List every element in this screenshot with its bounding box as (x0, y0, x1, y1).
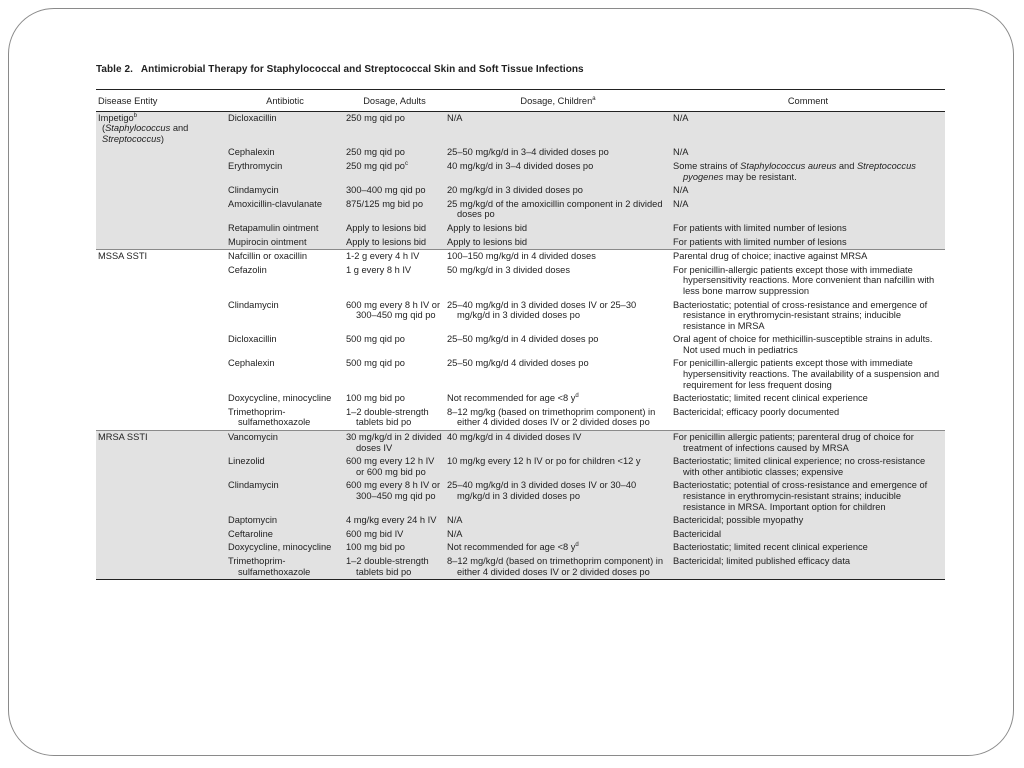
child-dosage: 25–50 mg/kg/d in 4 divided doses po (447, 334, 599, 345)
adult-dosage: Apply to lesions bid (346, 222, 427, 233)
adult-dosage-cell (344, 160, 445, 184)
adult-dosage: 1 g every 8 h IV (346, 264, 412, 275)
comment-cell (671, 514, 945, 528)
antibiotic-name: Doxycycline, minocycline (228, 542, 332, 553)
antibiotic-cell (226, 333, 344, 357)
disease-sup: b (133, 112, 138, 119)
adult-dosage: 600 mg bid IV (346, 528, 404, 539)
disease-cell (96, 222, 226, 236)
table-row (96, 160, 945, 184)
child-dosage-cell (445, 528, 671, 542)
child-dosage: 50 mg/kg/d in 3 divided doses (447, 264, 571, 275)
antibiotic-cell (226, 222, 344, 236)
adult-dosage: 1–2 double-strength tablets bid po (346, 555, 429, 577)
comment-cell (671, 431, 945, 456)
child-dosage-sup: d (575, 393, 579, 400)
comment-text: Bacteriostatic; limited clinical experience; no cross-resistance with other antibiotic classes; expensive (673, 456, 926, 477)
table-row (96, 392, 945, 406)
disease-name: Impetigo (98, 112, 134, 123)
table-row (96, 333, 945, 357)
disease-cell (96, 264, 226, 299)
table-row (96, 528, 945, 542)
disease-cell (96, 250, 226, 264)
comment-text: Some strains of Staphylococcus aureus and Streptococcus pyogenes may be resistant. (673, 160, 916, 182)
disease-cell (96, 455, 226, 479)
child-dosage: 100–150 mg/kg/d in 4 divided doses (447, 251, 596, 262)
comment-cell (671, 333, 945, 357)
antimicrobial-table (96, 89, 945, 580)
child-dosage-cell (445, 455, 671, 479)
comment-cell (671, 184, 945, 198)
comment-cell (671, 528, 945, 542)
child-dosage: Apply to lesions bid (447, 236, 528, 247)
antibiotic-cell (226, 528, 344, 542)
antibiotic-name: Nafcillin or oxacillin (228, 251, 308, 262)
table-row (96, 406, 945, 431)
child-dosage-cell (445, 431, 671, 456)
comment-cell (671, 357, 945, 392)
adult-dosage: 500 mg qid po (346, 358, 405, 369)
disease-cell (96, 333, 226, 357)
child-dosage-cell (445, 236, 671, 250)
comment-cell (671, 392, 945, 406)
child-dosage: 8–12 mg/kg (based on trimethoprim component) in either 4 divided doses IV or 2 divided doses po (447, 406, 656, 428)
child-dosage-cell (445, 541, 671, 555)
child-dosage-cell (445, 514, 671, 528)
antibiotic-cell (226, 236, 344, 250)
table-number: Table 2. (96, 64, 133, 75)
header-adults: Dosage, Adults (344, 90, 445, 112)
adult-dosage-cell (344, 528, 445, 542)
disease-cell (96, 479, 226, 514)
disease-cell (96, 146, 226, 160)
disease-cell (96, 406, 226, 431)
disease-name: MSSA SSTI (98, 251, 148, 262)
adult-dosage: 250 mg qid po (346, 112, 405, 123)
comment-text: Bactericidal (673, 528, 722, 539)
child-dosage: 40 mg/kg/d in 3–4 divided doses po (447, 160, 594, 171)
header-children-sup: a (592, 95, 596, 102)
adult-dosage: 30 mg/kg/d in 2 divided doses IV (346, 432, 442, 453)
child-dosage: N/A (447, 515, 463, 526)
child-dosage: N/A (447, 112, 463, 123)
adult-dosage-cell (344, 431, 445, 456)
antibiotic-name: Cephalexin (228, 147, 275, 158)
comment-text: Oral agent of choice for methicillin-susceptible strains in adults. Not used much in pediatrics (673, 334, 933, 355)
child-dosage: 25 mg/kg/d of the amoxicillin component in 2 divided doses po (447, 198, 663, 220)
table-row (96, 222, 945, 236)
child-dosage: Not recommended for age <8 $y^d$ (447, 542, 579, 553)
table-row (96, 198, 945, 222)
child-dosage-cell (445, 392, 671, 406)
table-row (96, 431, 945, 456)
table-row (96, 555, 945, 580)
comment-cell (671, 146, 945, 160)
italic-term: Streptococcus pyogenes (683, 160, 916, 182)
child-dosage: 25–50 mg/kg/d in 3–4 divided doses po (447, 147, 609, 158)
adult-dosage: 300–400 mg qid po (346, 185, 426, 196)
child-dosage-cell (445, 555, 671, 580)
document (96, 64, 945, 580)
antibiotic-name: Trimethoprim-sulfamethoxazole (228, 406, 311, 428)
child-dosage: 8–12 mg/kg/d (based on trimethoprim component) in either 4 divided doses IV or 2 divided doses po (447, 555, 664, 577)
adult-dosage: 250 mg qid $po^c$ (346, 160, 408, 171)
child-dosage-cell (445, 222, 671, 236)
disease-cell (96, 541, 226, 555)
child-dosage-cell (445, 198, 671, 222)
adult-dosage-cell (344, 392, 445, 406)
adult-dosage: 500 mg qid po (346, 334, 405, 345)
header-children-text: Dosage, Children (520, 96, 593, 106)
disease-organisms: (Staphylococcus and Streptococcus) (102, 123, 189, 144)
antibiotic-name: Trimethoprim-sulfamethoxazole (228, 555, 311, 577)
comment-text: For penicillin-allergic patients except those with immediate hypersensitivity reactions. More convenient than nafcillin with less bone marrow suppression (673, 264, 935, 296)
table-row (96, 250, 945, 264)
child-dosage: 20 mg/kg/d in 3 divided doses po (447, 185, 583, 196)
header-antibiotic: Antibiotic (226, 90, 344, 112)
comment-text: Parental drug of choice; inactive against MRSA (673, 251, 868, 262)
child-dosage-cell (445, 333, 671, 357)
adult-dosage-cell (344, 479, 445, 514)
table-row (96, 236, 945, 250)
organism-name: Streptococcus (102, 133, 161, 144)
disease-cell (96, 431, 226, 456)
table-row (96, 357, 945, 392)
header-comment: Comment (671, 90, 945, 112)
comment-text: For penicillin allergic patients; parenteral drug of choice for treatment of infections caused by MRSA (673, 432, 914, 453)
antibiotic-cell (226, 264, 344, 299)
antibiotic-cell (226, 406, 344, 431)
comment-text: Bacteriostatic; limited recent clinical experience (673, 542, 868, 553)
antibiotic-cell (226, 146, 344, 160)
table-row (96, 541, 945, 555)
child-dosage: 25–40 mg/kg/d in 3 divided doses IV or 30–40 mg/kg/d in 3 divided doses po (447, 480, 637, 501)
organism-name: Staphylococcus (105, 123, 171, 134)
antibiotic-name: Clindamycin (228, 480, 279, 491)
antibiotic-name: Clindamycin (228, 185, 279, 196)
child-dosage-cell (445, 357, 671, 392)
header-disease: Disease Entity (96, 90, 226, 112)
table-row (96, 479, 945, 514)
table-row (96, 514, 945, 528)
antibiotic-cell (226, 160, 344, 184)
table-title (96, 64, 945, 75)
table-body (96, 111, 945, 580)
comment-text: N/A (673, 112, 689, 123)
table-row (96, 299, 945, 334)
comment-text: Bactericidal; possible myopathy (673, 515, 804, 526)
adult-dosage-cell (344, 514, 445, 528)
adult-dosage-cell (344, 541, 445, 555)
comment-text: N/A (673, 198, 689, 209)
table-row (96, 264, 945, 299)
table-row (96, 184, 945, 198)
disease-cell (96, 184, 226, 198)
child-dosage-cell (445, 299, 671, 334)
adult-dosage: 600 mg every 8 h IV or 300–450 mg qid po (346, 299, 441, 321)
child-dosage: 25–40 mg/kg/d in 3 divided doses IV or 25–30 mg/kg/d in 3 divided doses po (447, 299, 637, 321)
comment-text: Bactericidal; limited published efficacy data (673, 555, 851, 566)
adult-dosage: 600 mg every 12 h IV or 600 mg bid po (346, 456, 435, 477)
adult-dosage-cell (344, 236, 445, 250)
adult-dosage-cell (344, 406, 445, 431)
adult-dosage: 100 mg bid po (346, 542, 405, 553)
antibiotic-cell (226, 357, 344, 392)
adult-dosage-cell (344, 299, 445, 334)
antibiotic-cell (226, 250, 344, 264)
adult-dosage: 250 mg qid po (346, 147, 405, 158)
comment-text: Bactericidal; efficacy poorly documented (673, 406, 840, 417)
adult-dosage: 1-2 g every 4 h IV (346, 251, 420, 262)
comment-cell (671, 455, 945, 479)
antibiotic-name: Daptomycin (228, 515, 278, 526)
antibiotic-name: Erythromycin (228, 160, 283, 171)
antibiotic-cell (226, 431, 344, 456)
table-title-text: Antimicrobial Therapy for Staphylococcal and Streptococcal Skin and Soft Tissue Infections (140, 64, 584, 75)
adult-dosage: 100 mg bid po (346, 393, 405, 404)
child-dosage-cell (445, 479, 671, 514)
adult-dosage-cell (344, 455, 445, 479)
adult-dosage-cell (344, 357, 445, 392)
antibiotic-cell (226, 184, 344, 198)
adult-dosage: Apply to lesions bid (346, 236, 427, 247)
disease-cell (96, 236, 226, 250)
antibiotic-cell (226, 541, 344, 555)
comment-cell (671, 541, 945, 555)
disease-cell (96, 392, 226, 406)
child-dosage: 10 mg/kg every 12 h IV or po for children <12 y (447, 456, 641, 467)
adult-dosage-cell (344, 146, 445, 160)
comment-text: For patients with limited number of lesions (673, 236, 847, 247)
table-row (96, 455, 945, 479)
child-dosage-cell (445, 160, 671, 184)
comment-text: N/A (673, 147, 689, 158)
disease-cell (96, 160, 226, 184)
adult-dosage-cell (344, 198, 445, 222)
antibiotic-cell (226, 198, 344, 222)
disease-cell (96, 528, 226, 542)
antibiotic-name: Vancomycin (228, 432, 278, 443)
disease-cell (96, 357, 226, 392)
disease-cell (96, 514, 226, 528)
comment-cell (671, 250, 945, 264)
comment-text: For penicillin-allergic patients except those with immediate hypersensitivity reactions. The availability of a suspension and requirement for less frequent dosing (673, 358, 940, 390)
comment-cell (671, 406, 945, 431)
comment-cell (671, 160, 945, 184)
adult-dosage-cell (344, 333, 445, 357)
comment-cell (671, 111, 945, 146)
antibiotic-name: Doxycycline, minocycline (228, 393, 332, 404)
antibiotic-name: Clindamycin (228, 299, 279, 310)
adult-dosage: 4 mg/kg every 24 h IV (346, 515, 437, 526)
antibiotic-cell (226, 555, 344, 580)
comment-text: N/A (673, 185, 689, 196)
antibiotic-name: Dicloxacillin (228, 334, 277, 345)
disease-name: MRSA SSTI (98, 432, 148, 443)
table-header-row (96, 90, 945, 112)
adult-dosage-cell (344, 184, 445, 198)
disease-cell (96, 198, 226, 222)
antibiotic-cell (226, 479, 344, 514)
child-dosage-cell (445, 264, 671, 299)
comment-text: Bacteriostatic; limited recent clinical experience (673, 393, 868, 404)
child-dosage: Not recommended for age <8 $y^d$ (447, 393, 579, 404)
disease-cell (96, 555, 226, 580)
adult-dosage-cell (344, 111, 445, 146)
antibiotic-cell (226, 455, 344, 479)
antibiotic-name: Dicloxacillin (228, 112, 277, 123)
comment-cell (671, 555, 945, 580)
antibiotic-name: Linezolid (228, 456, 265, 467)
disease-cell (96, 299, 226, 334)
adult-dosage: 600 mg every 8 h IV or 300–450 mg qid po (346, 480, 441, 501)
child-dosage: N/A (447, 528, 463, 539)
antibiotic-name: Amoxicillin-clavulanate (228, 198, 323, 209)
adult-dosage-sup: c (404, 160, 408, 167)
comment-cell (671, 479, 945, 514)
adult-dosage-cell (344, 222, 445, 236)
antibiotic-name: Retapamulin ointment (228, 222, 319, 233)
antibiotic-cell (226, 514, 344, 528)
antibiotic-name: Cefazolin (228, 264, 267, 275)
antibiotic-name: Mupirocin ointment (228, 236, 307, 247)
child-dosage: 25–50 mg/kg/d 4 divided doses po (447, 358, 589, 369)
comment-text: For patients with limited number of lesions (673, 222, 847, 233)
adult-dosage-cell (344, 555, 445, 580)
antibiotic-name: Cephalexin (228, 358, 275, 369)
comment-cell (671, 236, 945, 250)
child-dosage-cell (445, 406, 671, 431)
antibiotic-cell (226, 392, 344, 406)
comment-text: Bacteriostatic; potential of cross-resistance and emergence of resistance in erythromycin-resistant strains; inducible resistance in MRSA. Important option for children (673, 480, 928, 512)
child-dosage-sup: d (575, 542, 579, 549)
antibiotic-cell (226, 111, 344, 146)
table-row (96, 111, 945, 146)
child-dosage: Apply to lesions bid (447, 222, 528, 233)
child-dosage-cell (445, 111, 671, 146)
child-dosage-cell (445, 184, 671, 198)
child-dosage-cell (445, 146, 671, 160)
italic-term: Staphylococcus aureus (740, 160, 837, 171)
child-dosage: 40 mg/kg/d in 4 divided doses IV (447, 432, 582, 443)
child-dosage-cell (445, 250, 671, 264)
table-row (96, 146, 945, 160)
disease-cell (96, 111, 226, 146)
adult-dosage-cell (344, 264, 445, 299)
comment-text: Bacteriostatic; potential of cross-resistance and emergence of resistance in erythromycin-resistant strains; inducible resistance in MRSA (673, 299, 928, 331)
comment-cell (671, 299, 945, 334)
adult-dosage: 875/125 mg bid po (346, 198, 424, 209)
antibiotic-cell (226, 299, 344, 334)
comment-cell (671, 198, 945, 222)
adult-dosage-cell (344, 250, 445, 264)
comment-cell (671, 264, 945, 299)
header-children (445, 90, 671, 112)
comment-cell (671, 222, 945, 236)
antibiotic-name: Ceftaroline (228, 528, 273, 539)
adult-dosage: 1–2 double-strength tablets bid po (346, 406, 429, 428)
